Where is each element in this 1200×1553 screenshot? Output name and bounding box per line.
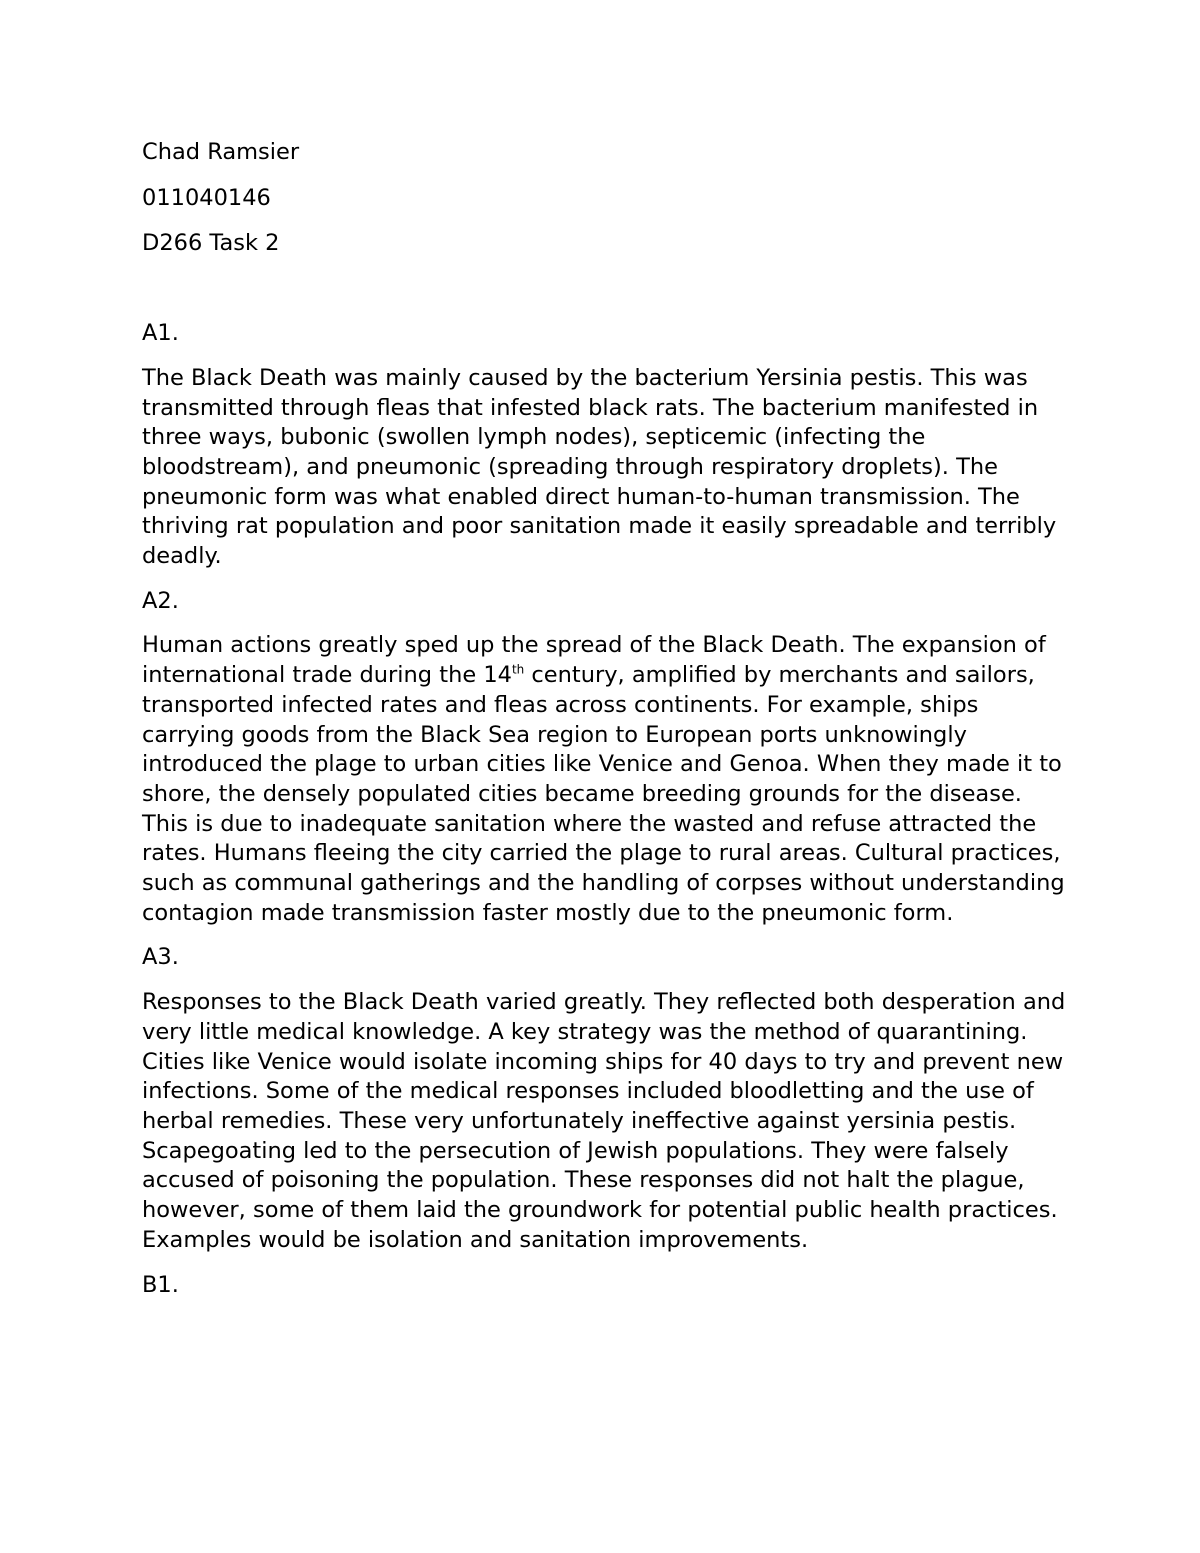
section-label-a1: A1. [142,320,179,347]
section-text-a1: The Black Death was mainly caused by the bacterium Yersinia pestis. This was transmitted through fleas that infested black rats. The bacterium manifested in three ways, bubonic (swollen lymph nodes), septicemic (infecting the bloodstream), and pneumonic (spreading through respiratory droplets). The pneumonic form was what enabled direct human-to-human transmission. The thriving rat population and poor sanitation made it easily spreadable and terribly deadly. [142,364,1057,570]
section-label-b1: B1. [142,1271,179,1298]
document-body [142,138,1072,1315]
section-text-a2-part1: Human actions greatly sped up the spread of the Black Death. The expansion of international trade during the 14 [142,632,1046,689]
course-task: D266 Task 2 [142,230,280,257]
section-text-a2 [142,631,1072,928]
section-text-a2-part2: century, amplified by merchants and sailors, transported infected rates and fleas across continents. For example, ships carrying goods from the Black Sea region to European ports unknowingly introduced the plage to urban cities like Venice and Genoa. When they made it to shore, the densely populated cities became breeding grounds for the disease. This is due to inadequate sanitation where the wasted and refuse attracted the rates. Humans fleeing the city carried the plage to rural areas. Cultural practices, such as communal gatherings and the handling of corpses without understanding contagion made transmission faster mostly due to the pneumonic form. [142,662,1065,926]
section-label-a2: A2. [142,587,179,614]
ordinal-superscript: th [511,662,525,677]
section-text-a3: Responses to the Black Death varied greatly. They reflected both desperation and very little medical knowledge. A key strategy was the method of quarantining. Cities like Venice would isolate incoming ships for 40 days to try and prevent new infections. Some of the medical responses included bloodletting and the use of herbal remedies. These very unfortunately ineffective against yersinia pestis. Scapegoating led to the persecution of Jewish populations. They were falsely accused of poisoning the population. These responses did not halt the plague, however, some of them laid the groundwork for potential public health practices. Examples would be isolation and sanitation improvements. [142,989,1066,1253]
student-id: 011040146 [142,184,271,211]
author-name: Chad Ramsier [142,139,300,165]
section-label-a3: A3. [142,944,179,971]
